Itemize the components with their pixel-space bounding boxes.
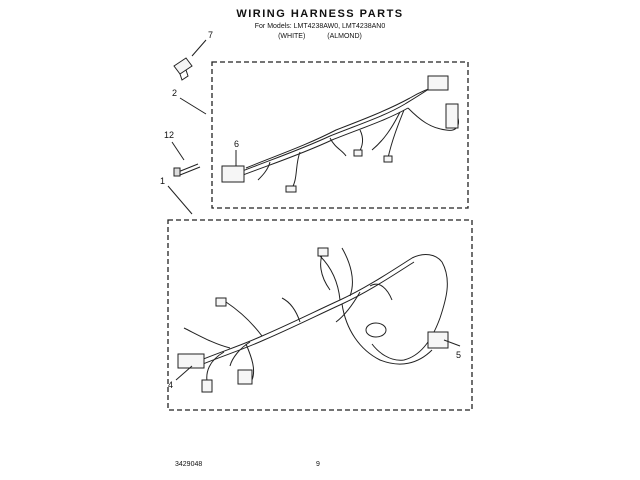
leader-lines	[168, 40, 460, 380]
model-numbers: For Models: LMT4238AW0, LMT4238AN0	[254, 23, 386, 30]
document-number: 3429048	[175, 461, 203, 468]
callout-5: 5	[456, 350, 462, 360]
callout-6: 6	[234, 139, 240, 149]
upper-harness-wires	[240, 84, 459, 188]
page-title: WIRING HARNESS PARTS	[236, 8, 404, 20]
clip-part	[174, 58, 192, 80]
lower-harness-connectors	[178, 248, 448, 392]
callout-12: 12	[164, 130, 175, 140]
variant-white: (WHITE)	[278, 33, 306, 40]
page-number: 9	[316, 461, 320, 468]
callout-7: 7	[208, 30, 214, 40]
variant-almond: (ALMOND)	[327, 33, 362, 40]
callout-1: 1	[160, 176, 166, 186]
callout-2: 2	[172, 88, 178, 98]
lower-harness-wires	[184, 248, 447, 386]
callout-4: 4	[168, 380, 174, 390]
screw-part	[174, 164, 200, 176]
